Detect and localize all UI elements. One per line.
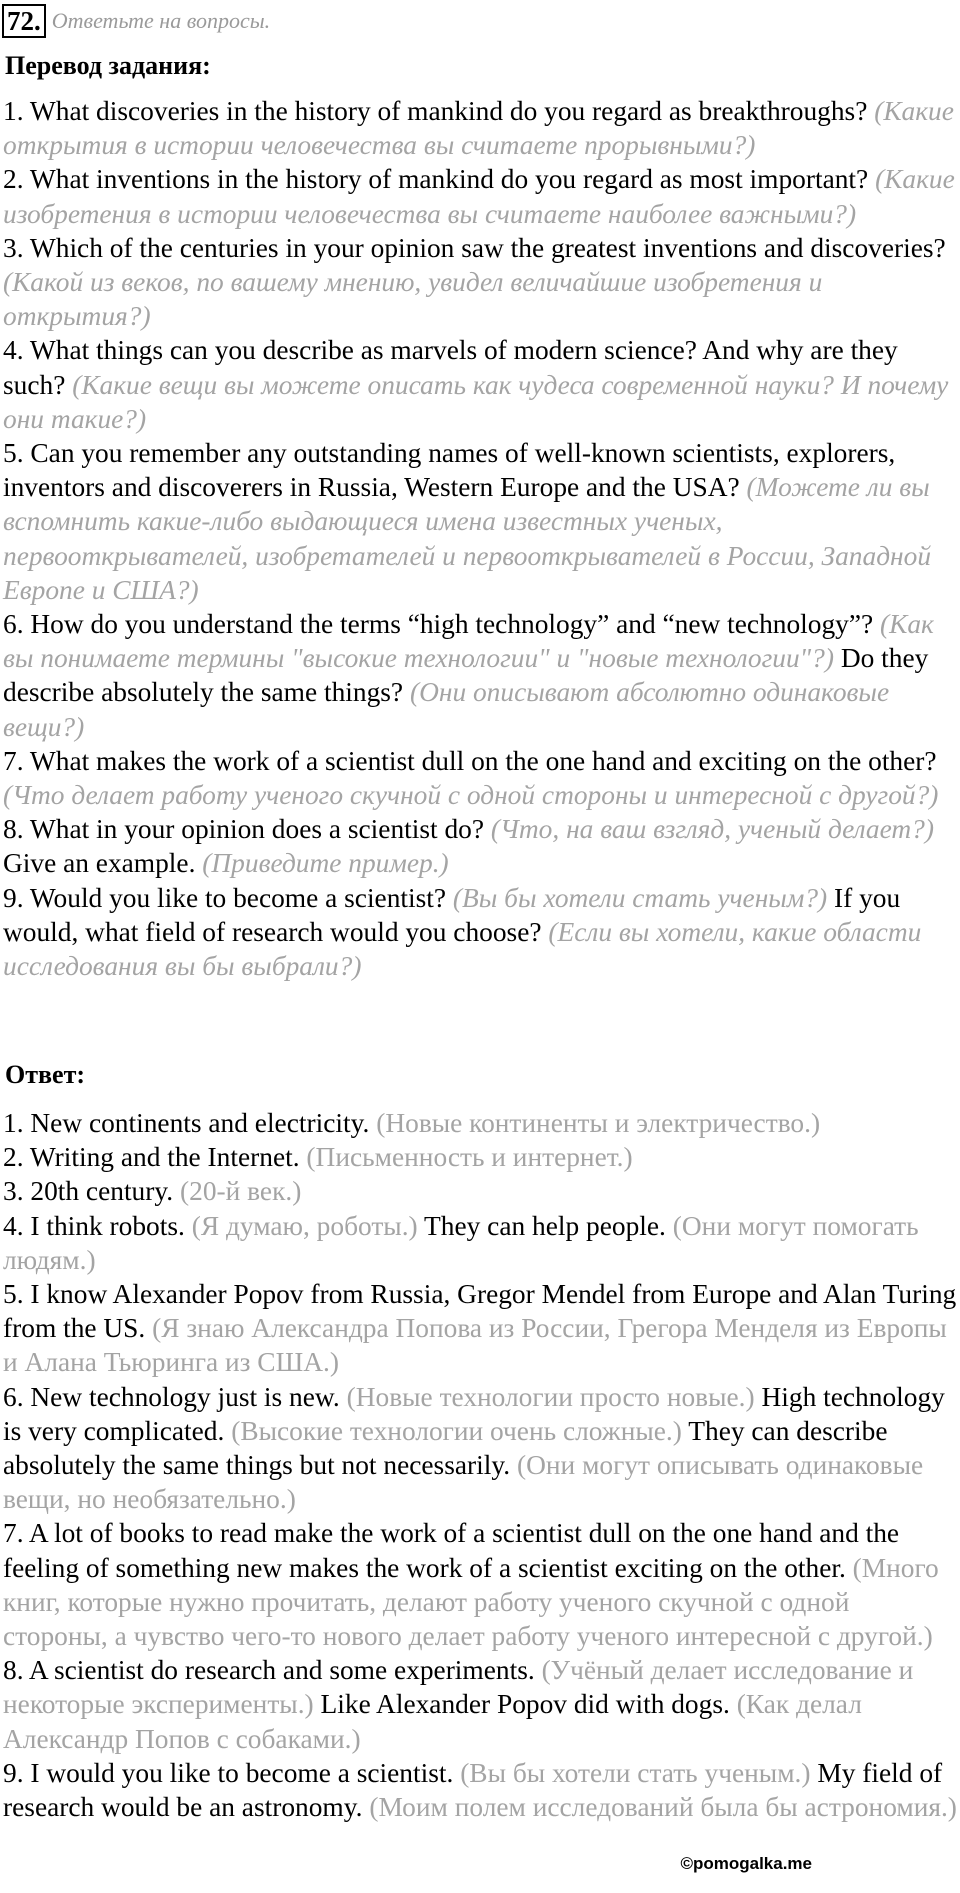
question-en-extra: Give an example. (3, 848, 196, 879)
answer-item (3, 1516, 958, 1653)
question-item (3, 333, 958, 436)
question-en: 7. What makes the work of a scientist dull on the one hand and exciting on the other? (3, 745, 937, 776)
question-ru: (Какие открытия в истории человечества вы считаете прорывными?) (3, 96, 954, 161)
answers-list (3, 1106, 958, 1824)
watermark: ©pomogalka.me (680, 1854, 812, 1873)
question-ru: (Какой из веков, по вашему мнению, увидел величайшие изобретения и открытия?) (3, 267, 823, 332)
translation-heading: Перевод задания: (5, 51, 211, 80)
answer-ru: (Вы бы хотели стать ученым.) (460, 1757, 811, 1788)
question-en: 4. What things can you describe as marvels of modern science? And why are they such? (3, 335, 898, 400)
question-item (3, 436, 958, 607)
question-ru: (Что, на ваш взгляд, ученый делает?) (490, 814, 934, 845)
answer-en: 4. I think robots. (3, 1210, 185, 1241)
answer-ru: (Новые континенты и электричество.) (376, 1108, 821, 1138)
answer-en: 2. Writing and the Internet. (3, 1142, 300, 1173)
question-en: 9. Would you like to become a scientist? (3, 882, 447, 913)
question-en-extra: If you would, what field of research would you choose? (3, 882, 901, 947)
task-hint: Ответьте на вопросы. (51, 8, 271, 33)
task-number: 72. (2, 4, 46, 38)
question-item (3, 744, 958, 812)
question-ru-extra: (Они описывают абсолютно одинаковые вещи?) (3, 677, 890, 742)
question-item (3, 812, 958, 880)
question-en-extra: Do they describe absolutely the same things? (3, 643, 929, 708)
answer-en: 1. New continents and electricity. (3, 1108, 370, 1138)
question-en: 5. Can you remember any outstanding names of well-known scientists, explorers, inventors and discoverers in Russia, Western Europe and the USA? (3, 438, 896, 503)
question-en: 2. What inventions in the history of mankind do you regard as most important? (3, 164, 869, 195)
answer-ru-extra-2: (Они могут описывать одинаковые вещи, но необязательно.) (3, 1450, 924, 1515)
answer-ru-extra: (Как делал Александр Попов с собаками.) (3, 1689, 862, 1754)
answer-en-extra: They can help people. (424, 1210, 666, 1241)
question-ru-extra: (Приведите пример.) (202, 848, 449, 879)
answer-en: 8. A scientist do research and some experiments. (3, 1655, 535, 1686)
question-en: 3. Which of the centuries in your opinion saw the greatest inventions and discoveries? (3, 232, 946, 263)
answer-item (3, 1174, 958, 1208)
question-item (3, 162, 958, 230)
answer-en-extra: My field of research would be an astronomy. (3, 1757, 943, 1823)
question-ru: (Какие вещи вы можете описать как чудеса современной науки? И почему они такие?) (3, 369, 949, 434)
answer-ru: (Новые технологии просто новые.) (346, 1381, 755, 1412)
question-en: 6. How do you understand the terms “high technology” and “new technology”? (3, 609, 874, 640)
question-en: 8. What in your opinion does a scientist do? (3, 814, 485, 845)
answer-item (3, 1106, 958, 1140)
answer-ru: (Много книг, которые нужно прочитать, делают работу ученого скучной с одной стороны, а чувство чего-то нового делает работу ученого интересной с другой.) (3, 1552, 939, 1652)
question-ru: (Можете ли вы вспомнить какие-либо выдающиеся имена известных ученых, первооткрывателей, изобретателей и первооткрывателей в России, Западной Европе и США?) (3, 472, 932, 605)
question-ru-extra: (Если вы хотели, какие области исследования вы бы выбрали?) (3, 916, 922, 982)
answer-item (3, 1653, 958, 1756)
answer-heading: Ответ: (5, 1060, 86, 1089)
questions-list (3, 94, 958, 983)
answer-en: 7. A lot of books to read make the work of a scientist dull on the one hand and the feeling of something new makes the work of a scientist exciting on the other. (3, 1518, 900, 1583)
answer-en-extra-2: They can describe absolutely the same things but not necessarily. (3, 1415, 888, 1481)
question-item (3, 94, 958, 162)
answer-item (3, 1756, 958, 1824)
answer-ru: (20-й век.) (180, 1176, 302, 1207)
question-ru: (Что делает работу ученого скучной с одной стороны и интересной с другой?) (3, 780, 939, 811)
question-item (3, 231, 958, 334)
answer-ru-extra: (Моим полем исследований была бы астрономия.) (369, 1792, 957, 1823)
answer-ru-extra: (Высокие технологии очень сложные.) (231, 1415, 682, 1446)
answer-en: 3. 20th century. (3, 1176, 174, 1207)
answer-en-extra: High technology is very complicated. (3, 1381, 945, 1446)
answer-en-extra: Like Alexander Popov did with dogs. (320, 1689, 730, 1720)
question-ru: (Какие изобретения в истории человечества вы считаете наиболее важными?) (3, 164, 955, 229)
answer-en: 9. I would you like to become a scientist. (3, 1757, 454, 1788)
answer-ru: (Учёный делает исследование и некоторые эксперименты.) (3, 1655, 914, 1720)
answer-en: 6. New technology just is new. (3, 1381, 340, 1412)
answer-en: 5. I know Alexander Popov from Russia, Gregor Mendel from Europe and Alan Turing from the US. (3, 1279, 957, 1344)
answer-ru: (Я думаю, роботы.) (191, 1210, 418, 1241)
answer-item (3, 1140, 958, 1174)
answer-item (3, 1277, 958, 1380)
answer-ru-extra: (Они могут помогать людям.) (3, 1210, 919, 1275)
answer-ru: (Я знаю Александра Попова из России, Грегора Менделя из Европы и Алана Тьюринга из США.) (3, 1313, 947, 1378)
question-item (3, 881, 958, 984)
task-header (2, 4, 270, 38)
answer-ru: (Письменность и интернет.) (306, 1142, 633, 1173)
answer-item (3, 1380, 958, 1517)
question-en: 1. What discoveries in the history of mankind do you regard as breakthroughs? (3, 96, 868, 126)
question-ru: (Вы бы хотели стать ученым?) (452, 882, 828, 913)
question-item (3, 607, 958, 744)
answer-item (3, 1209, 958, 1277)
question-ru: (Как вы понимаете термины "высокие технологии" и "новые технологии"?) (3, 609, 934, 674)
